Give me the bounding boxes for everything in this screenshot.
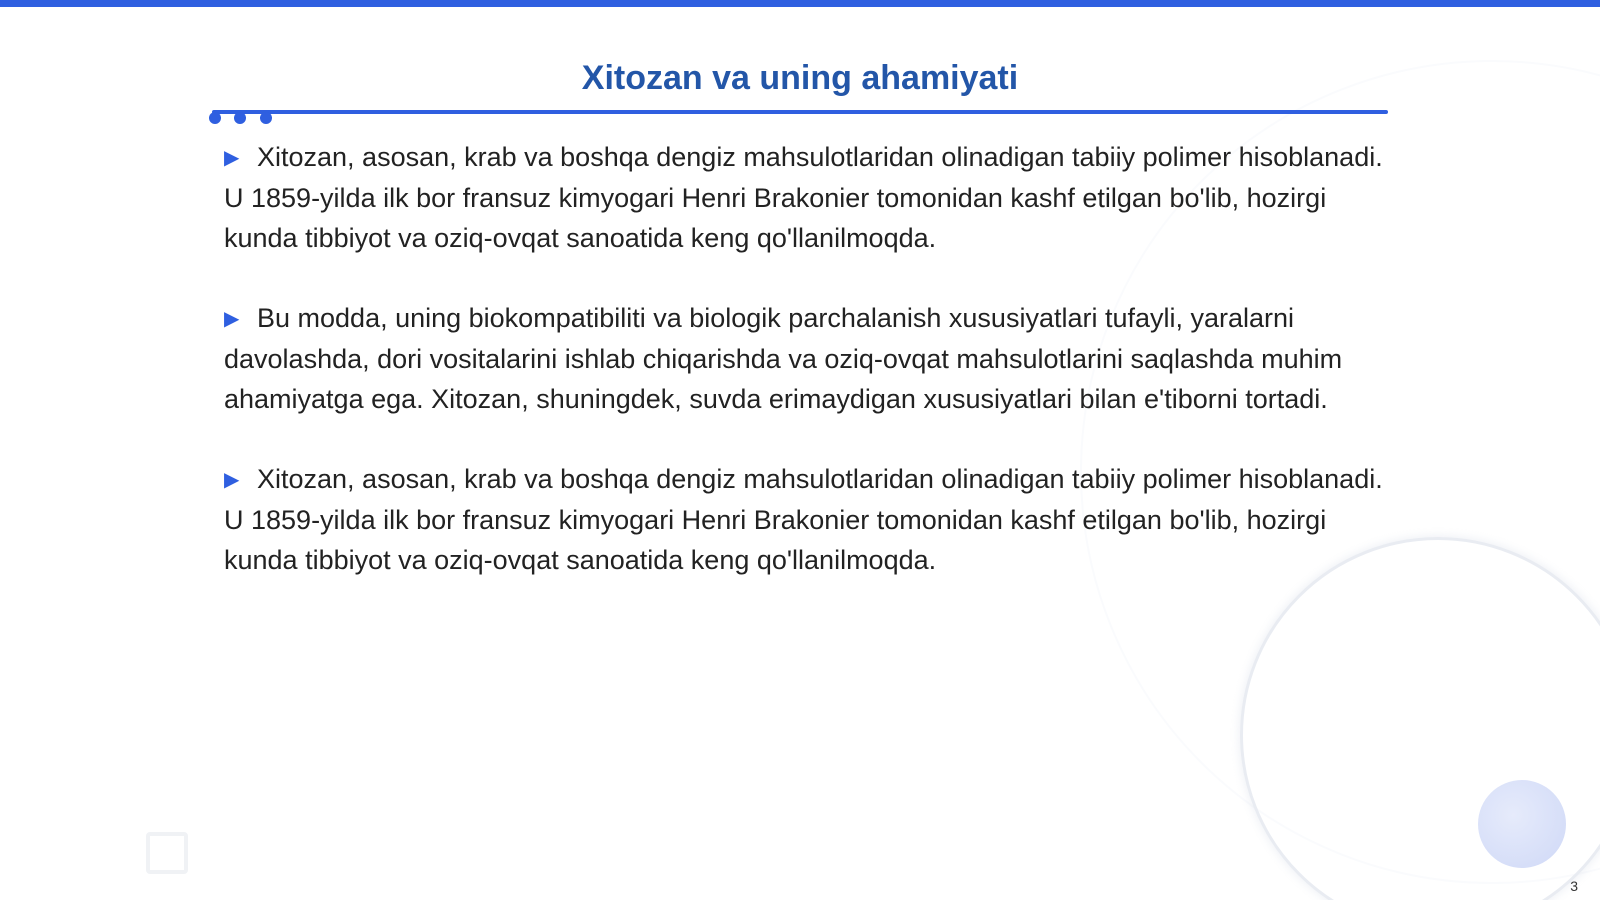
bullet-item [224,137,1384,258]
bullet-text: Bu modda, uning biokompatibiliti va biologik parchalanish xususiyatlari tufayli, yaralarni davolashda, dori vositalarini ishlab chiqarishda va oziq-ovqat mahsulotlarini saqlashda muhim ahamiyatga ega. Xitozan, shuningdek, suvda erimaydigan xususiyatlari bilan e'tiborni tortadi. [224,303,1343,414]
underline-dot [234,112,246,124]
background-circle-filled [1478,780,1566,868]
bullet-text: Xitozan, asosan, krab va boshqa dengiz mahsulotlaridan olinadigan tabiiy polimer hisoblanadi. U 1859-yilda ilk bor fransuz kimyogari Henri Brakonier tomonidan kashf etilgan bo'lib, hozirgi kunda tibbiyot va oziq-ovqat sanoatida keng qo'llanilmoqda. [224,464,1383,575]
triangle-right-icon: ▶ [224,308,240,330]
title-underline [212,110,1388,114]
page-number: 3 [1570,878,1578,894]
underline-dot [260,112,272,124]
bullet-text: Xitozan, asosan, krab va boshqa dengiz mahsulotlaridan olinadigan tabiiy polimer hisoblanadi. U 1859-yilda ilk bor fransuz kimyogari Henri Brakonier tomonidan kashf etilgan bo'lib, hozirgi kunda tibbiyot va oziq-ovqat sanoatida keng qo'llanilmoqda. [224,142,1383,253]
bullet-item [224,459,1384,580]
bullet-list [224,137,1384,620]
bullet-item [224,298,1384,419]
triangle-right-icon: ▶ [224,469,240,491]
slide-title: Xitozan va uning ahamiyati [581,59,1019,97]
top-accent-bar [0,0,1600,7]
triangle-right-icon: ▶ [224,147,240,169]
underline-dot [209,112,221,124]
background-square-outline [146,832,188,874]
